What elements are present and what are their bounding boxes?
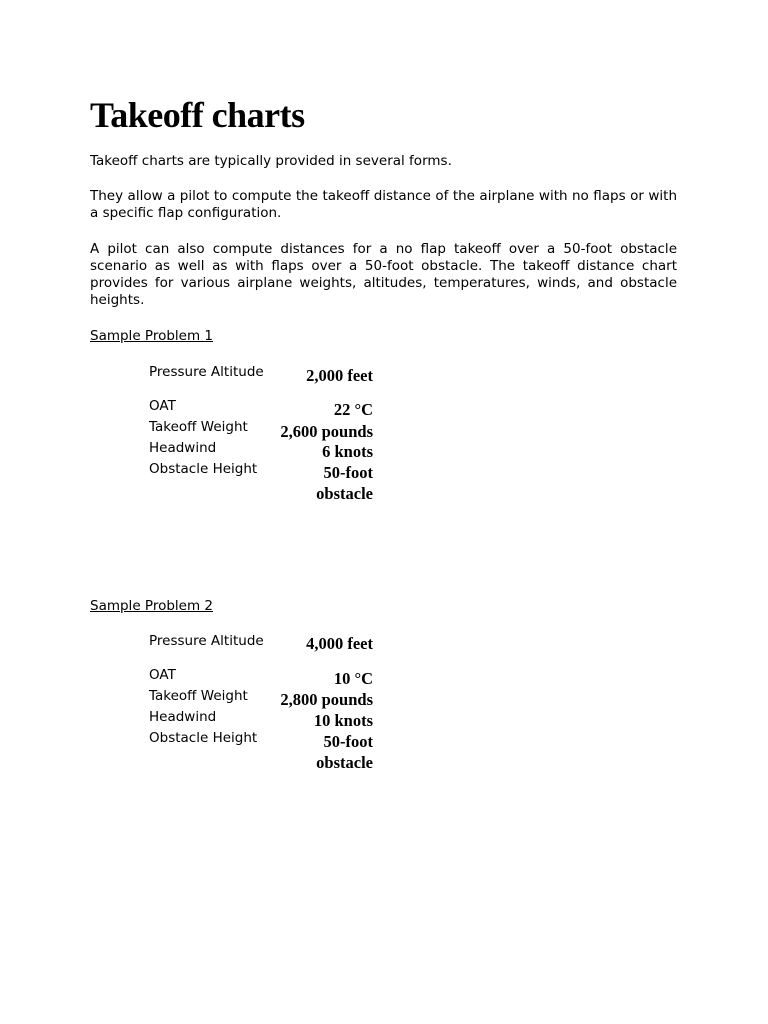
problem-1-value-oat: 22 °C <box>333 400 373 419</box>
page-title: Takeoff charts <box>90 95 305 135</box>
problem-1-value-takeoff-weight: 2,600 pounds <box>280 422 373 441</box>
problem-2-label-headwind: Headwind <box>149 709 217 725</box>
problem-1-label-takeoff-weight: Takeoff Weight <box>149 419 248 435</box>
problem-2-label-obstacle-height: Obstacle Height <box>149 730 258 746</box>
problem-1-value-obstacle-height: 50-foot obstacle <box>316 463 373 503</box>
problem-2-value-oat: 10 °C <box>333 669 373 688</box>
problem-1-label-oat: OAT <box>149 398 176 414</box>
problem-2-value-takeoff-weight: 2,800 pounds <box>280 690 373 709</box>
flap-paragraph: They allow a pilot to compute the takeoff distance of the airplane with no flaps or with a specific flap configuration. <box>90 188 677 221</box>
problem-1-label-headwind: Headwind <box>149 440 217 456</box>
problem-1-value-pressure-altitude: 2,000 feet <box>306 366 373 385</box>
sample-problem-2-heading: Sample Problem 2 <box>90 598 213 614</box>
problem-2-label-pressure-altitude: Pressure Altitude <box>149 633 264 649</box>
problem-2-value-headwind: 10 knots <box>313 711 373 730</box>
problem-2-value-obstacle-height: 50-foot obstacle <box>316 732 373 772</box>
problem-2-label-oat: OAT <box>149 667 176 683</box>
problem-1-label-obstacle-height: Obstacle Height <box>149 461 258 477</box>
problem-2-label-takeoff-weight: Takeoff Weight <box>149 688 248 704</box>
problem-2-value-pressure-altitude: 4,000 feet <box>306 634 373 653</box>
problem-1-value-headwind: 6 knots <box>322 442 373 461</box>
sample-problem-1-heading: Sample Problem 1 <box>90 328 213 344</box>
problem-1-label-pressure-altitude: Pressure Altitude <box>149 364 264 380</box>
obstacle-paragraph: A pilot can also compute distances for a no flap takeoff over a 50-foot obstacle scenario as well as with flaps over a 50-foot obstacle. The takeoff distance chart provides for various airplane weights, altitudes, temperatures, winds, and obstacle heights. <box>90 241 677 308</box>
intro-paragraph: Takeoff charts are typically provided in several forms. <box>90 153 452 169</box>
